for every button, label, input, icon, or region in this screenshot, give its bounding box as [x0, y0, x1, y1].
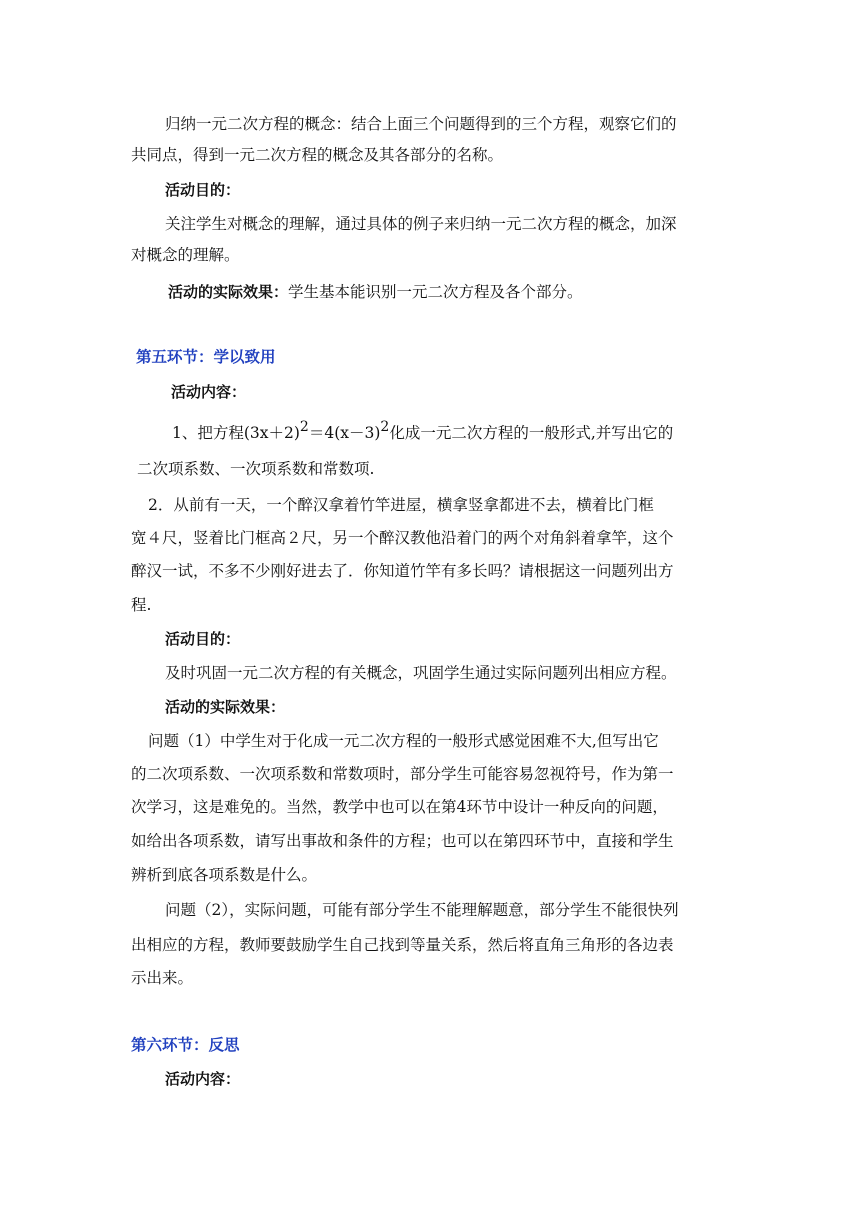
effect-label-5: 活动的实际效果：	[165, 698, 286, 716]
effect-1-line-1: 问题（1）中学生对于化成一元二次方程的一般形式感觉困难不大,但写出它	[148, 732, 659, 750]
purpose-line-2: 对概念的理解。	[131, 246, 240, 264]
question-2-line-1: 2．从前有一天，一个醉汉拿着竹竿进屋，横拿竖拿都进不去，横着比门框	[148, 496, 654, 514]
q1-part-b: ＝4(x－3)	[308, 424, 381, 442]
section-heading-5: 第五环节：学以致用	[136, 348, 276, 366]
question-2-line-4: 程.	[131, 596, 152, 614]
effect-label: 活动的实际效果：	[168, 283, 289, 301]
question-1-line-2: 二次项系数、一次项系数和常数项.	[137, 460, 375, 478]
question-2-line-3: 醉汉一试，不多不少刚好进去了．你知道竹竿有多长吗？请根据这一问题列出方	[131, 562, 674, 580]
section-heading-6: 第六环节：反思	[131, 1036, 240, 1054]
effect-1-line-2: 的二次项系数、一次项系数和常数项时，部分学生可能容易忽视符号，作为第一	[131, 765, 674, 783]
effect-text: 学生基本能识别一元二次方程及各个部分。	[288, 283, 583, 301]
q1-part-a: 1、把方程(3x＋2)	[172, 424, 300, 442]
question-2-line-2: 宽４尺，竖着比门框高２尺，另一个醉汉教他沿着门的两个对角斜着拿竿，这个	[131, 529, 674, 547]
purpose-line-1: 关注学生对概念的理解，通过具体的例子来归纳一元二次方程的概念，加深	[165, 215, 677, 233]
summary-line-1: 归纳一元二次方程的概念：结合上面三个问题得到的三个方程，观察它们的	[165, 115, 677, 133]
effect-2-line-1: 问题（2），实际问题，可能有部分学生不能理解题意，部分学生不能很快列	[165, 901, 679, 919]
content-label-6: 活动内容：	[165, 1070, 241, 1088]
summary-line-2: 共同点，得到一元二次方程的概念及其各部分的名称。	[131, 146, 504, 164]
q1-superscript-a: 2	[299, 419, 309, 435]
effect-1-line-5: 辨析到底各项系数是什么。	[131, 866, 318, 884]
purpose-label-5: 活动目的：	[165, 630, 241, 648]
q1-superscript-b: 2	[380, 419, 390, 435]
question-1-line-1	[172, 419, 674, 444]
effect-paragraph	[168, 282, 583, 302]
effect-1-line-4: 如给出各项系数，请写出事故和条件的方程；也可以在第四环节中，直接和学生	[131, 832, 674, 850]
q1-part-c: 化成一元二次方程的一般形式,并写出它的	[389, 424, 674, 442]
purpose-label: 活动目的：	[165, 181, 241, 199]
effect-2-line-3: 示出来。	[131, 969, 194, 987]
purpose-text-5: 及时巩固一元二次方程的有关概念，巩固学生通过实际问题列出相应方程。	[165, 664, 677, 682]
content-label: 活动内容：	[171, 383, 247, 401]
effect-1-line-3: 次学习，这是难免的。当然，教学中也可以在第4环节中设计一种反向的问题，	[131, 798, 668, 816]
effect-2-line-2: 出相应的方程，教师要鼓励学生自己找到等量关系，然后将直角三角形的各边表	[131, 936, 674, 954]
